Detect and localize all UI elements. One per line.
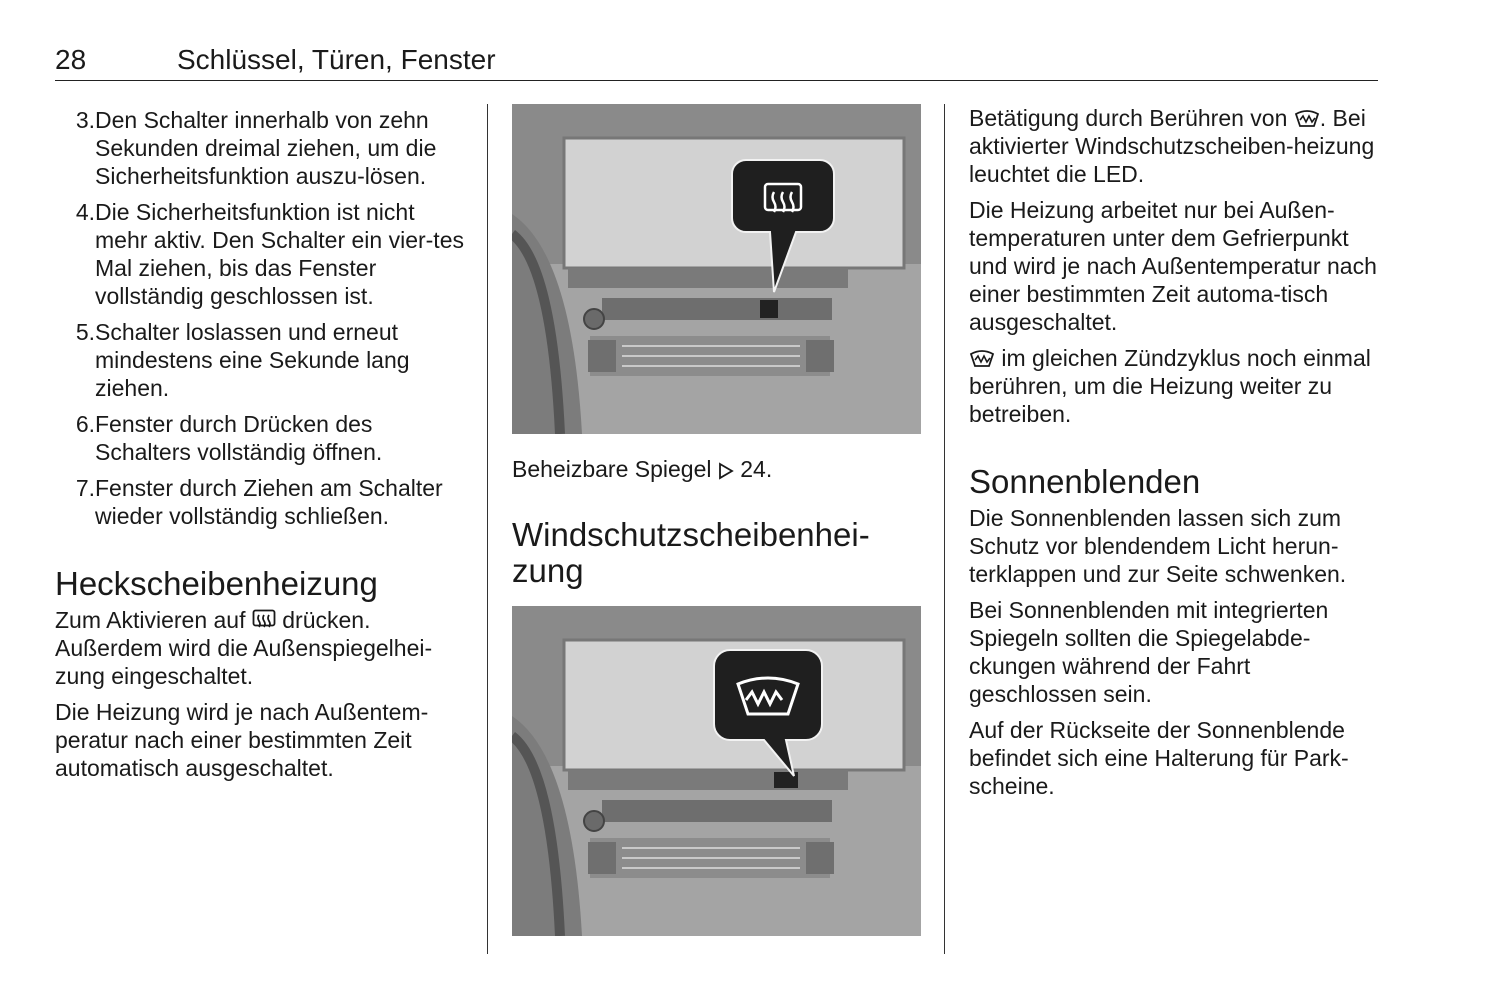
windshield-defrost-icon	[969, 349, 995, 369]
sun-visor-paragraph-3: Auf der Rückseite der Sonnenblende befindet sich eine Halterung für Park-scheine.	[969, 717, 1349, 799]
right-column	[969, 104, 1381, 800]
text-fragment: Betätigung durch Berühren von	[969, 105, 1288, 131]
step-text: Fenster durch Drücken des Schalters vollständig öffnen.	[95, 411, 383, 465]
text-fragment: drücken. Außerdem wird die Außenspiegelhei-zung eingeschaltet.	[55, 607, 433, 689]
list-item	[55, 198, 467, 310]
sun-visor-paragraph-2: Bei Sonnenblenden mit integrierten Spiegeln sollten die Spiegelabde-ckungen während der Fahrt geschlossen sein.	[969, 597, 1329, 707]
text-fragment: . Bei aktivierter Windschutzscheiben-heizung leuchtet die LED.	[969, 105, 1375, 187]
left-column	[55, 104, 467, 782]
step-number: 6.	[75, 411, 95, 437]
rear-window-defrost-icon	[252, 609, 276, 631]
text-fragment: im gleichen Zündzyklus noch einmal berühren, um die Heizung weiter zu betreiben.	[969, 345, 1371, 427]
text-fragment: Beheizbare Spiegel	[512, 456, 712, 482]
section-heading-windshield-defrost	[512, 517, 932, 589]
list-item	[55, 318, 467, 402]
page-header	[55, 44, 1378, 81]
mirror-caption	[512, 455, 932, 483]
heading-line: zung	[512, 552, 584, 589]
step-number: 7.	[75, 475, 95, 501]
climate-panel-illustration	[512, 104, 921, 434]
page-reference: 24.	[740, 456, 773, 482]
section-heading-rear-defrost: Heckscheibenheizung	[55, 565, 378, 602]
step-number: 5.	[75, 319, 95, 345]
windshield-defrost-icon	[1294, 109, 1320, 129]
page-number: 28	[55, 44, 87, 75]
step-text: Fenster durch Ziehen am Schalter wieder vollständig schließen.	[95, 475, 443, 529]
step-text: Den Schalter innerhalb von zehn Sekunden dreimal ziehen, um die Sicherheitsfunktion auszu-lösen.	[95, 107, 437, 189]
windshield-paragraph-2: Die Heizung arbeitet nur bei Außen-temperaturen unter dem Gefrierpunkt und wird je nach Außentemperatur nach einer bestimmten Zeit automa-tisch ausgeschaltet.	[969, 197, 1377, 335]
rear-defrost-paragraph-1	[55, 606, 467, 690]
windshield-paragraph-3	[969, 344, 1381, 428]
photo-windshield-defrost-button	[512, 606, 921, 936]
list-item	[55, 106, 467, 190]
step-number: 3.	[75, 107, 95, 133]
chapter-title: Schlüssel, Türen, Fenster	[177, 44, 496, 75]
step-list	[55, 106, 467, 530]
step-text: Schalter loslassen und erneut mindestens eine Sekunde lang ziehen.	[95, 319, 410, 401]
step-text: Die Sicherheitsfunktion ist nicht mehr aktiv. Den Schalter ein vier-tes Mal ziehen, bis das Fenster vollständig geschlossen ist.	[95, 199, 464, 309]
rear-defrost-paragraph-2: Die Heizung wird je nach Außentem-peratur nach einer bestimmten Zeit automatisch ausgeschaltet.	[55, 699, 429, 781]
sun-visor-paragraph-1: Die Sonnenblenden lassen sich zum Schutz vor blendendem Licht herun-terklappen und zur Seite schwenken.	[969, 505, 1347, 587]
heading-line: Windschutzscheibenhei-	[512, 516, 870, 553]
list-item	[55, 410, 467, 466]
photo-rear-defrost-button	[512, 104, 921, 434]
middle-column-text	[512, 455, 932, 589]
list-item	[55, 474, 467, 530]
page-reference-triangle-icon	[718, 462, 734, 480]
column-divider-left	[487, 104, 488, 954]
column-divider-right	[944, 104, 945, 954]
text-fragment: Zum Aktivieren auf	[55, 607, 246, 633]
windshield-paragraph-1	[969, 104, 1381, 188]
step-number: 4.	[75, 199, 95, 225]
section-heading-sun-visors: Sonnenblenden	[969, 463, 1201, 500]
climate-panel-illustration	[512, 606, 921, 936]
